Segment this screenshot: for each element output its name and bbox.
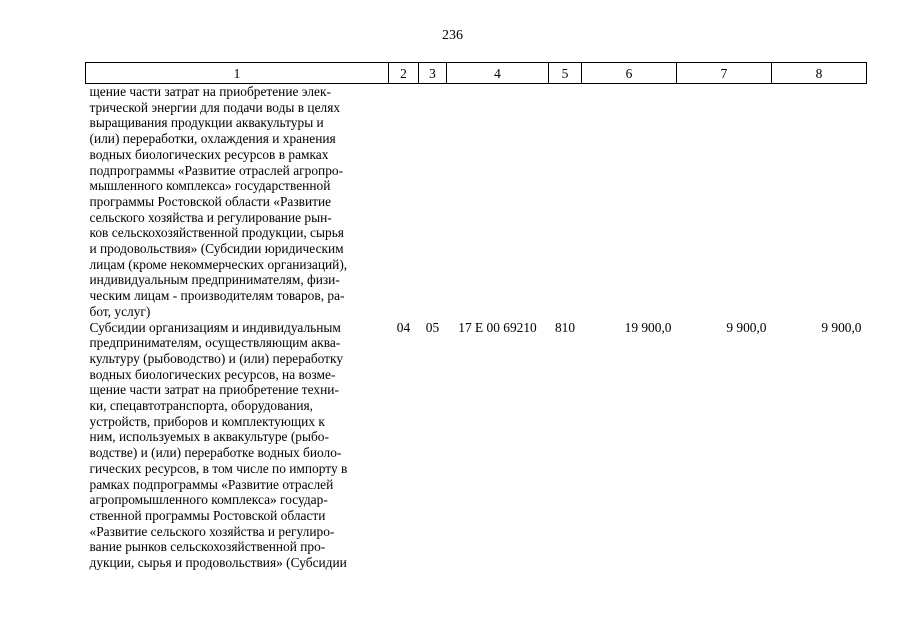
cell-expense-type: 810 [554,319,576,335]
description-line: рамках подпрограммы «Развитие отраслей [89,476,334,492]
column-header-4: 4 [447,63,549,84]
page-number: 236 [442,28,463,43]
description-line: ков сельскохозяйственной продукции, сырья [89,225,344,241]
cell-amount-2 [677,84,772,320]
column-header-2: 2 [389,63,419,84]
cell-target-article [447,84,549,320]
description-line: ним, используемых в аквакультуре (рыбо- [89,429,329,445]
column-header-7: 7 [677,63,772,84]
description-line: индивидуальным предпринимателям, физи- [89,272,340,288]
description-line: сельского хозяйства и регулирование рын- [89,209,332,225]
row-description [86,84,389,320]
description-line: подпрограммы «Развитие отраслей агропро- [89,162,344,178]
description-line: мышленного комплекса» государственной [89,178,331,194]
cell-ministry: 04 [396,319,411,335]
column-number-header-row [86,63,867,84]
description-line: гических ресурсов, в том числе по импорту в [89,460,348,476]
cell-amount-3 [772,84,867,320]
description-line: водных биологических ресурсов в рамках [89,146,329,162]
row-description [86,320,389,571]
description-line: вание рынков сельскохозяйственной про- [89,539,326,555]
cell-target-article: 17 Е 00 69210 [458,319,537,335]
cell-amount-2: 9 900,0 [726,319,767,335]
column-header-5: 5 [549,63,582,84]
cell-amount-1 [582,84,677,320]
column-header-3: 3 [419,63,447,84]
column-header-6: 6 [582,63,677,84]
description-line: ственной программы Ростовской области [89,507,326,523]
description-line: агропромышленного комплекса» государ- [89,492,328,508]
description-line: ки, спецавтотранспорта, оборудования, [89,398,314,414]
table-row [86,320,867,571]
cell-ministry [389,84,419,320]
cell-amount-1: 19 900,0 [624,319,672,335]
cell-section: 05 [425,319,440,335]
description-line: «Развитие сельского хозяйства и регулиро- [89,523,335,539]
description-line: предпринимателям, осуществляющим аква- [89,335,341,351]
table-row [86,84,867,320]
description-line: Субсидии организациям и индивидуальным [89,319,341,335]
column-header-8: 8 [772,63,867,84]
description-line: программы Ростовской области «Развитие [89,193,332,209]
description-line: ческим лицам - производителям товаров, ра- [89,288,345,304]
cell-section [419,84,447,320]
description-line: выращивания продукции аквакультуры и [89,115,324,131]
description-line: водных биологических ресурсов, на возме- [89,366,336,382]
description-line: (или) переработки, охлаждения и хранения [89,131,336,147]
description-line: дукции, сырья и продовольствия» (Субсидии [89,555,347,571]
description-line: щение части затрат на приобретение элек- [89,84,331,99]
cell-amount-3: 9 900,0 [821,319,862,335]
description-line: бот, услуг) [89,303,151,319]
description-line: щение части затрат на приобретение техни- [89,382,339,398]
budget-table [85,62,867,571]
description-line: трической энергии для подачи воды в целях [89,99,341,115]
description-line: лицам (кроме некоммерческих организаций), [89,256,348,272]
description-line: устройств, приборов и комплектующих к [89,413,325,429]
column-header-1: 1 [86,63,389,84]
description-line: водстве) и (или) переработке водных биоло- [89,445,342,461]
description-line: и продовольствия» (Субсидии юридическим [89,241,344,257]
description-line: культуру (рыбоводство) и (или) переработку [89,350,344,366]
cell-expense-type [549,84,582,320]
